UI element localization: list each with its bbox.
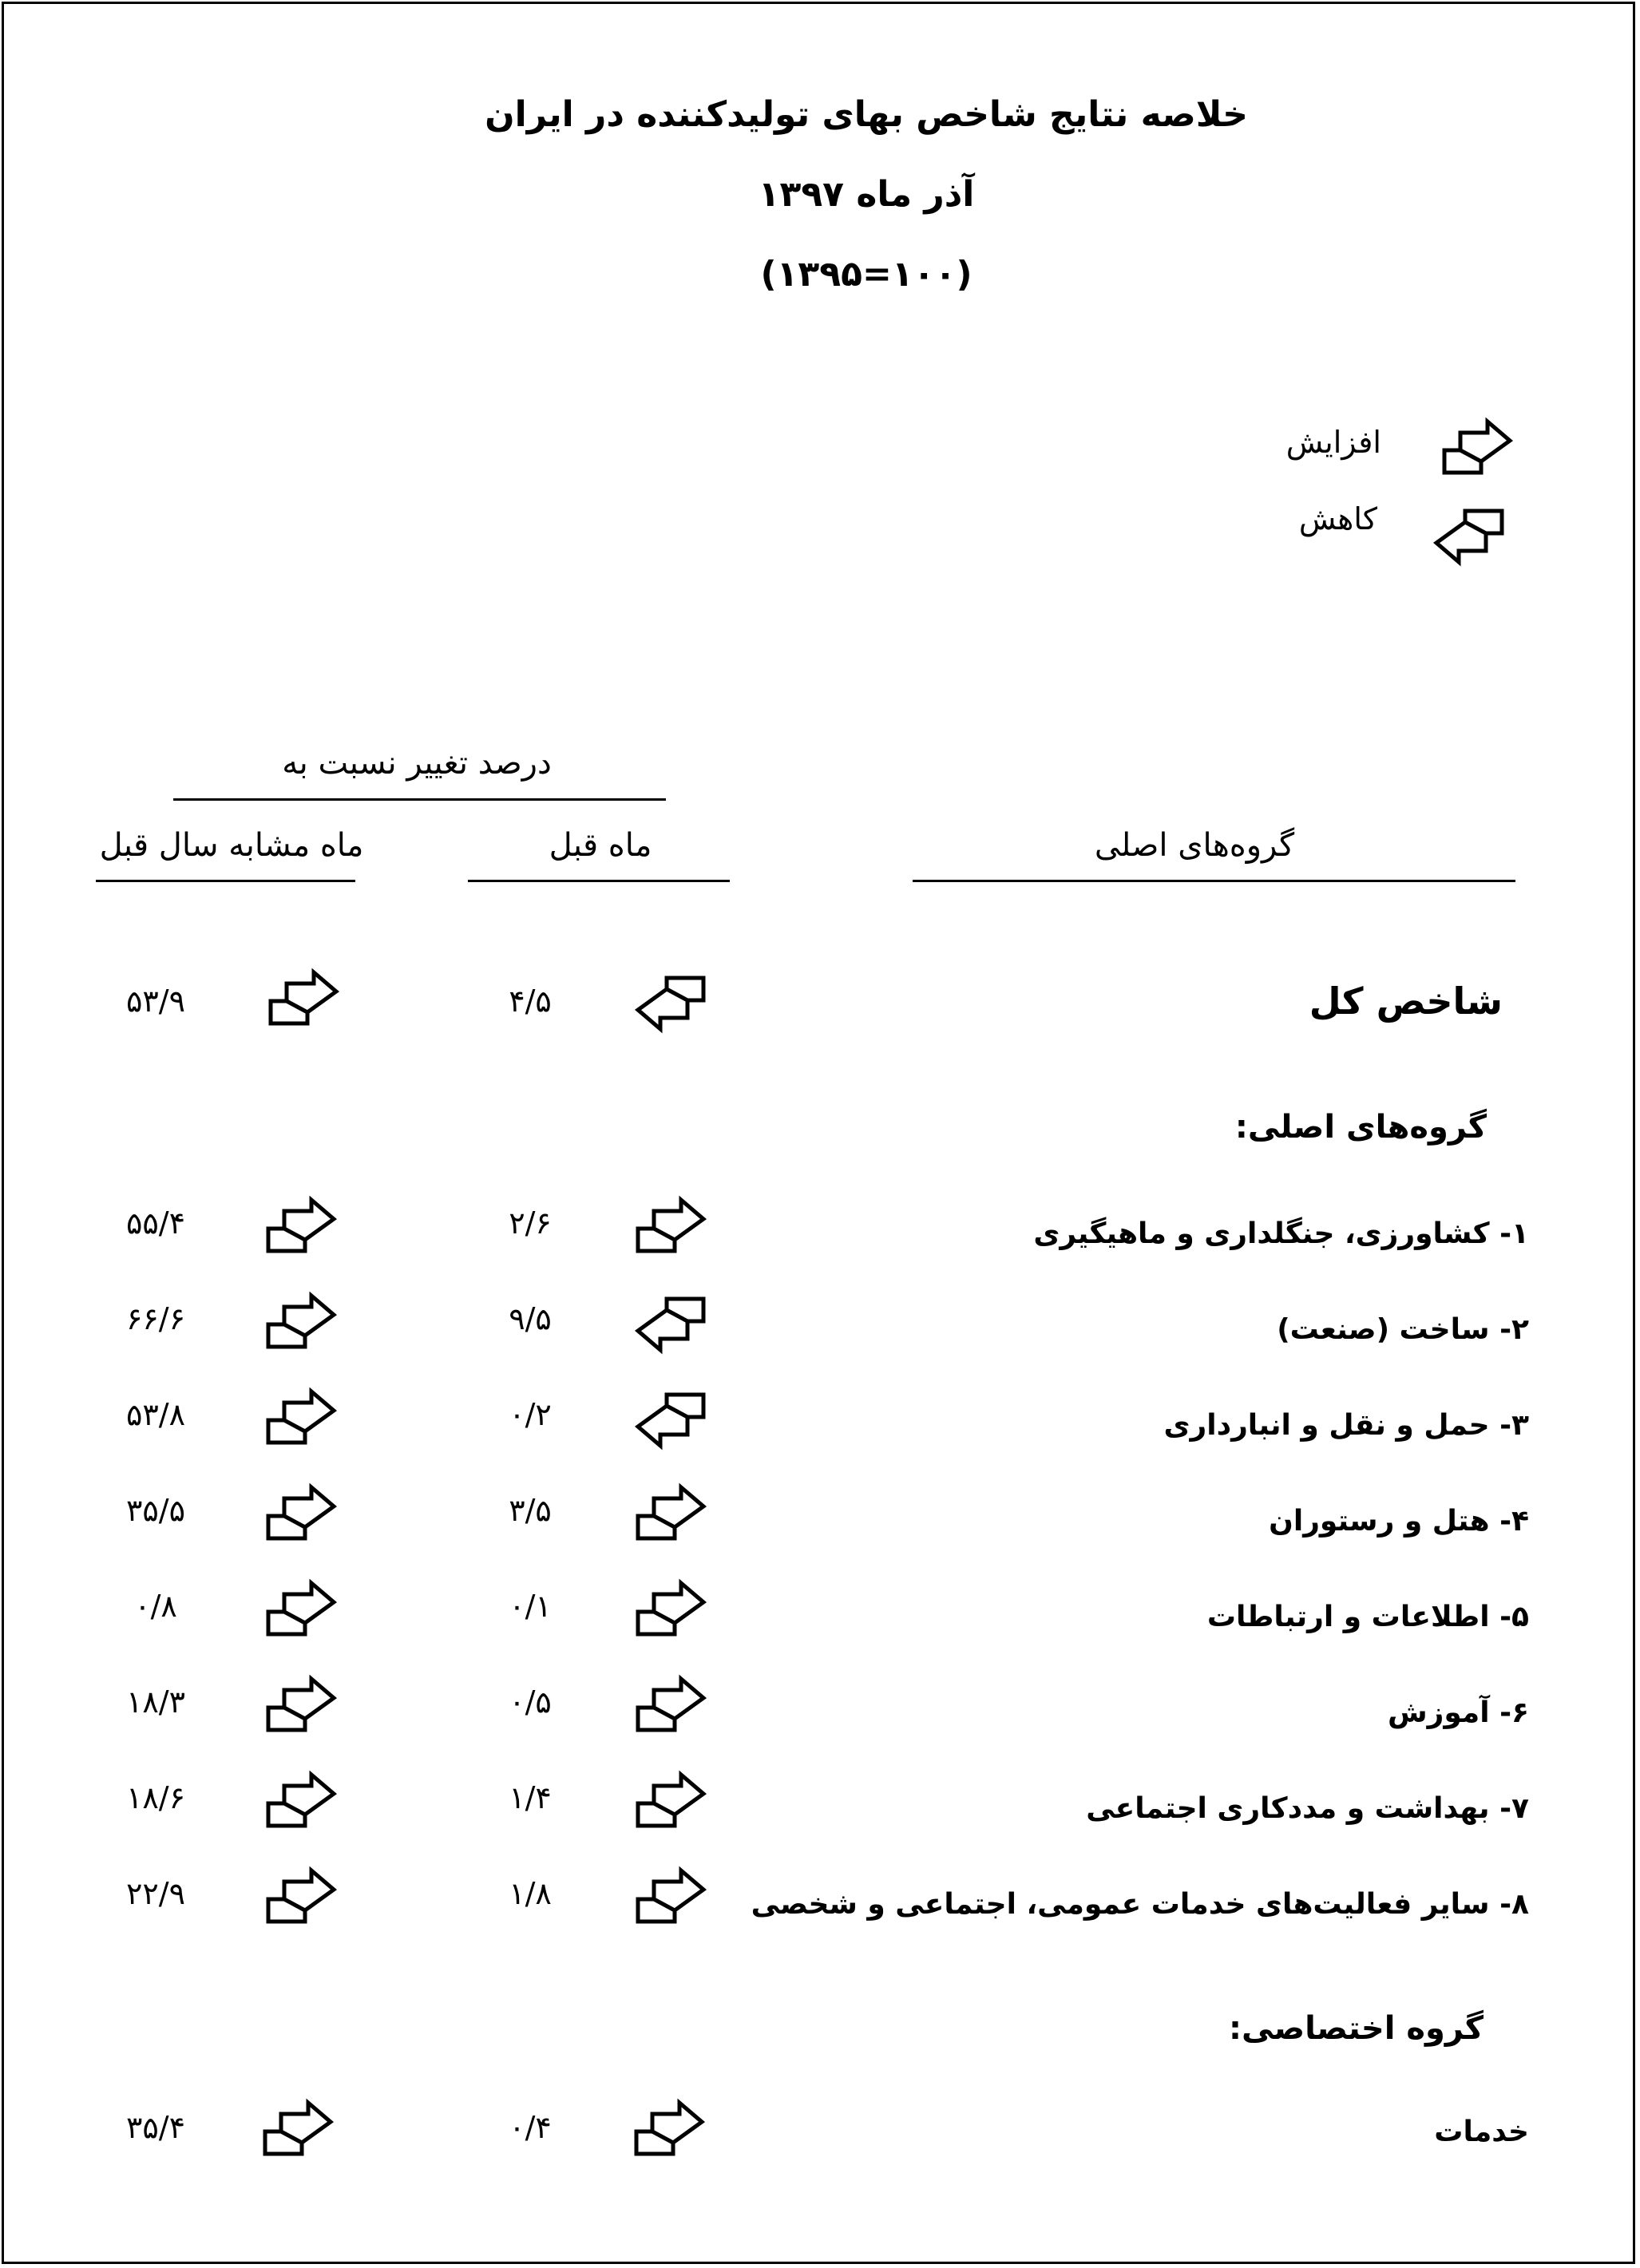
group-row-prev-month-arrow-up-icon <box>627 1866 715 1930</box>
overall-prev-month-value: ۴/۵ <box>509 984 552 1019</box>
report-base-year: (۱۰۰=۱۳۹۵) <box>760 254 973 295</box>
group-row-label: ۵- اطلاعات و ارتباطات <box>1206 1601 1529 1633</box>
legend-increase-label: افزایش <box>1285 425 1381 460</box>
arrow-down-icon <box>1425 503 1513 567</box>
group-row-yoy-value: ۶۶/۶ <box>125 1301 186 1336</box>
header-main-groups-underline <box>913 880 1515 882</box>
group-row-prev-month-arrow-up-icon <box>627 1674 715 1738</box>
group-row-label: ۶- آموزش <box>1387 1696 1529 1729</box>
group-row-yoy-arrow-up-icon <box>257 1770 345 1834</box>
header-same-month-prev-year-underline <box>96 880 355 882</box>
group-row-yoy-value: ۰/۸ <box>134 1589 177 1624</box>
section-main-groups-label: گروه‌های اصلی: <box>1234 1109 1487 1146</box>
group-row-yoy-value: ۵۳/۸ <box>125 1397 186 1432</box>
group-row-prev-month-value: ۲/۶ <box>509 1205 552 1241</box>
group-row-yoy-arrow-up-icon <box>257 1387 345 1451</box>
group-row-prev-month-value: ۳/۵ <box>509 1493 552 1528</box>
special-prev-month-value: ۰/۴ <box>509 2110 552 2145</box>
group-row-label: ۴- هتل و رستوران <box>1269 1505 1529 1538</box>
group-row-label: ۳- حمل و نقل و انبارداری <box>1163 1409 1529 1442</box>
group-row-prev-month-value: ۰/۵ <box>509 1684 552 1720</box>
group-row-prev-month-arrow-down-icon <box>627 1291 715 1355</box>
group-row-yoy-arrow-up-icon <box>257 1866 345 1930</box>
arrow-up-icon <box>1433 417 1521 481</box>
group-row-prev-month-arrow-up-icon <box>627 1482 715 1546</box>
special-yoy-arrow-up-icon <box>254 2098 342 2162</box>
group-row-prev-month-value: ۰/۱ <box>509 1589 552 1624</box>
group-row-yoy-value: ۵۵/۴ <box>125 1205 186 1241</box>
group-row-prev-month-arrow-up-icon <box>627 1770 715 1834</box>
special-yoy-value: ۳۵/۴ <box>125 2110 186 2145</box>
group-row-yoy-value: ۱۸/۳ <box>125 1684 186 1720</box>
header-same-month-prev-year: ماه مشابه سال قبل <box>99 827 364 864</box>
special-prev-month-arrow-up-icon <box>625 2098 713 2162</box>
group-row-yoy-arrow-up-icon <box>257 1674 345 1738</box>
group-row-prev-month-value: ۱/۸ <box>509 1876 552 1911</box>
overall-yoy-arrow-up-icon <box>259 968 347 1031</box>
group-row-yoy-value: ۱۸/۶ <box>125 1780 186 1815</box>
group-row-yoy-arrow-up-icon <box>257 1482 345 1546</box>
legend-decrease-label: کاهش <box>1298 501 1377 536</box>
overall-prev-month-arrow-down-icon <box>627 970 715 1034</box>
overall-index-label: شاخص کل <box>1309 980 1503 1023</box>
group-row-prev-month-arrow-down-icon <box>627 1387 715 1451</box>
group-row-label: ۲- ساخت (صنعت) <box>1277 1313 1529 1346</box>
header-prev-month: ماه قبل <box>549 827 652 864</box>
special-row-label: خدمات <box>1434 2116 1529 2148</box>
header-main-groups: گروه‌های اصلی <box>1094 827 1295 864</box>
group-row-yoy-arrow-up-icon <box>257 1578 345 1642</box>
header-change-group-underline <box>173 798 666 801</box>
group-row-prev-month-value: ۹/۵ <box>509 1301 552 1336</box>
header-change-group: درصد تغییر نسبت به <box>282 745 552 782</box>
group-row-yoy-value: ۳۵/۵ <box>125 1493 186 1528</box>
group-row-prev-month-value: ۰/۲ <box>509 1397 552 1432</box>
group-row-prev-month-arrow-up-icon <box>627 1195 715 1259</box>
group-row-yoy-value: ۲۲/۹ <box>125 1876 186 1911</box>
group-row-label: ۸- سایر فعالیت‌های خدمات عمومی، اجتماعی و شخصی <box>751 1888 1529 1921</box>
group-row-prev-month-value: ۱/۴ <box>509 1780 552 1815</box>
group-row-prev-month-arrow-up-icon <box>627 1578 715 1642</box>
section-special-group-label: گروه اختصاصی: <box>1229 2010 1484 2047</box>
header-prev-month-underline <box>468 880 730 882</box>
group-row-label: ۷- بهداشت و مددکاری اجتماعی <box>1086 1792 1529 1825</box>
overall-yoy-value: ۵۳/۹ <box>125 984 186 1019</box>
group-row-label: ۱- کشاورزی، جنگلداری و ماهیگیری <box>1033 1217 1529 1250</box>
group-row-yoy-arrow-up-icon <box>257 1291 345 1355</box>
report-period: آذر ماه ۱۳۹۷ <box>758 174 975 215</box>
group-row-yoy-arrow-up-icon <box>257 1195 345 1259</box>
report-title: خلاصه نتایج شاخص بهای تولیدکننده در ایران <box>485 94 1248 135</box>
